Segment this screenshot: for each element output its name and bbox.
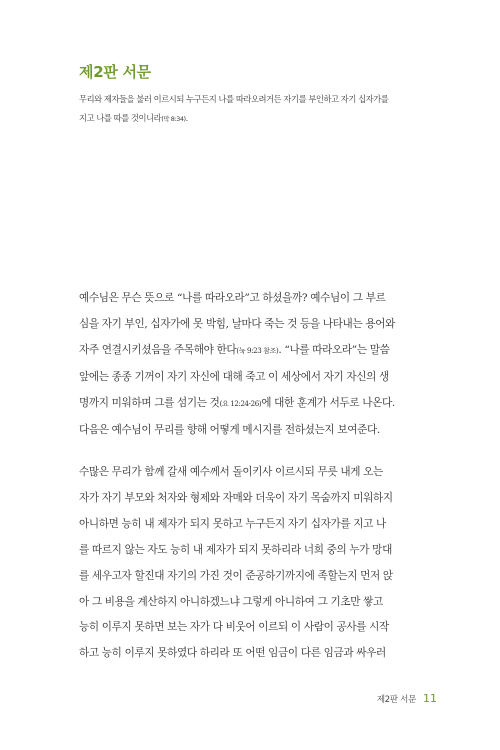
- line-text: . “나를 따라오라”는 말씀: [278, 343, 390, 356]
- line-text: 명까지 미워하며 그를 섬기는 것: [79, 396, 220, 409]
- quote-line: 아니하면 능히 내 제자가 되지 못하고 누구든지 자기 십자가를 지고 나: [79, 517, 386, 530]
- running-footer-title: 제2판 서문: [376, 695, 416, 705]
- scripture-reference: (요 12:24-26): [219, 399, 262, 408]
- page-heading: 제2판 서문: [79, 63, 151, 81]
- scripture-reference: (막 8:34): [161, 115, 186, 123]
- epigraph-line: 무리와 제자들을 불러 이르시되 누구든지 나를 따라오려거든 자기를 부인하고 자기 십자가를: [79, 94, 389, 104]
- scripture-reference: (눅 9:23 참조): [236, 346, 279, 355]
- quote-line: 아 그 비용을 계산하지 아니하겠느냐 그렇게 아니하여 그 기초만 쌓고: [79, 595, 383, 608]
- epigraph-text: 지고 나를 따를 것이니라: [79, 113, 162, 123]
- quote-line: 를 세우고자 할진대 자기의 가진 것이 준공하기까지에 족할는지 먼저 앉: [79, 569, 393, 582]
- scripture-quote: [79, 460, 441, 667]
- quote-line: 능히 이루지 못하면 보는 자가 다 비웃어 이르되 이 사람이 공사를 시작: [79, 621, 389, 634]
- paragraph-line: 다음은 예수님이 무리를 향해 어떻게 메시지를 전하셨는지 보여준다.: [79, 423, 380, 436]
- paragraph-line: 앞에는 종종 기꺼이 자기 자신에 대해 죽고 이 세상에서 자기 자신의 생: [79, 370, 389, 383]
- epigraph: [79, 90, 434, 129]
- line-text: 에 대한 훈계가 서두로 나온다.: [261, 396, 395, 409]
- body-paragraph: [79, 286, 441, 443]
- quote-line: 수많은 무리가 함께 갈새 예수께서 돌이키사 이르시되 무릇 내게 오는: [79, 466, 383, 478]
- page-footer: [377, 692, 437, 705]
- paragraph-line: 예수님은 무슨 뜻으로 “나를 따라오라”고 하셨을까? 예수님이 그 부르: [79, 292, 386, 304]
- quote-line: 자가 자기 부모와 처자와 형제와 자매와 더욱이 자기 목숨까지 미워하지: [79, 491, 393, 504]
- quote-line: 를 따르지 않는 자도 능히 내 제자가 되지 못하리라 너희 중의 누가 망대: [79, 543, 392, 556]
- line-text: 자주 연결시키셨음을 주목해야 한다: [79, 343, 237, 356]
- paragraph-line: 심을 자기 부인, 십자가에 못 박힘, 날마다 죽는 것 등을 나타내는 용어와: [79, 317, 395, 330]
- epigraph-line: [79, 109, 434, 129]
- page-number: 11: [423, 692, 437, 705]
- paragraph-line: [79, 338, 441, 365]
- quote-line: 하고 능히 이루지 못하였다 하리라 또 어떤 임금이 다른 임금과 싸우러: [79, 647, 386, 660]
- paragraph-line: [79, 391, 441, 418]
- epigraph-period: .: [185, 113, 188, 123]
